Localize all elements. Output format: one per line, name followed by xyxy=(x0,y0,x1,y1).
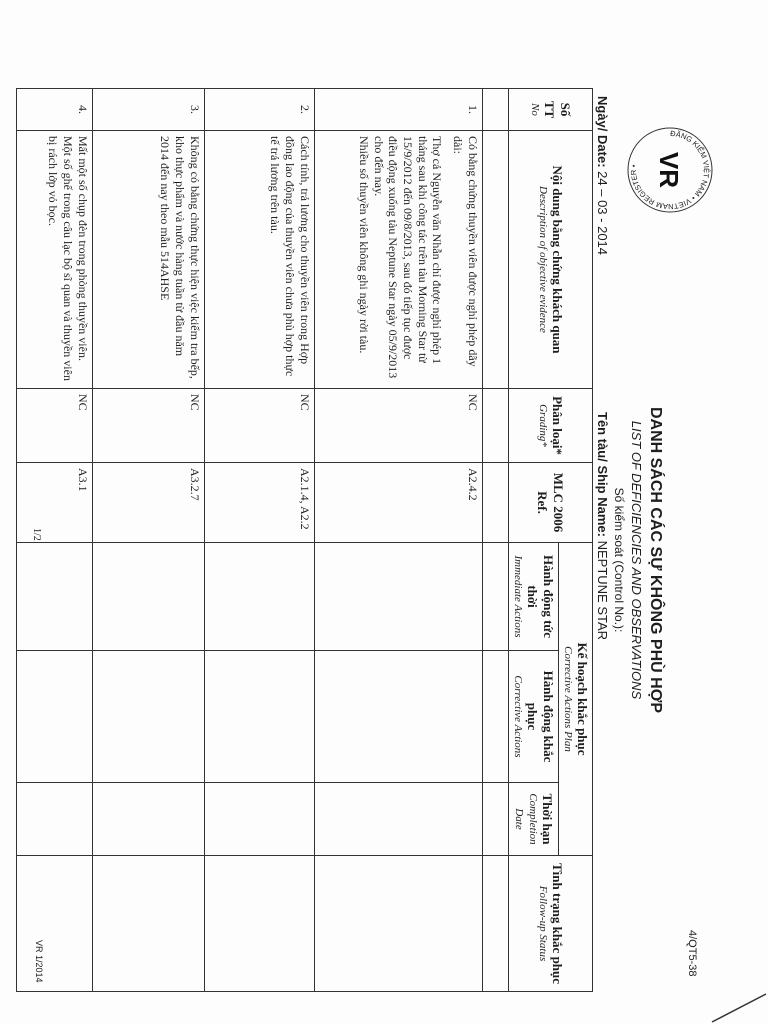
row-number: 4. xyxy=(16,89,92,131)
col-header-no: Số TT No xyxy=(508,89,592,131)
grading-cell: NC xyxy=(204,389,314,463)
evidence-text: Mất một số chụp đèn trong phòng thuyền viên. xyxy=(75,136,90,361)
table-row xyxy=(204,89,314,992)
col-header-ref: MLC 2006 Ref. xyxy=(508,463,592,543)
evidence-text: Thợ cả Nguyễn văn Nhẫn chỉ được nghỉ phép 1 tháng sau khi công tác trên tàu Morning Star từ 15/9/2012 đến 09/8/2013, sau đó tiếp tục được điều động xuống tàu Neptune Star ngày 05/9/2013 cho đến nay. xyxy=(371,136,445,379)
table-row-spacer xyxy=(482,89,508,992)
completion-date-cell xyxy=(16,783,92,856)
immediate-actions-cell xyxy=(92,543,204,651)
ref-cell: A3.2.7 xyxy=(92,463,204,543)
immediate-actions-cell xyxy=(204,543,314,651)
date-label: Ngày/ Date: xyxy=(595,96,610,168)
row-number: 1. xyxy=(314,89,482,131)
ref-cell: A3.1 xyxy=(16,463,92,543)
ref-cell: A2.4.2 xyxy=(314,463,482,543)
evidence-text: Không có bằng chứng thực hiện việc kiểm tra bếp, kho thực phẩm và nước hàng tuần từ đầu năm 2014 đến nay theo mẫu 514AHSE xyxy=(158,136,202,379)
corrective-actions-cell xyxy=(204,651,314,783)
evidence-text: Nhiều số thuyền viên không ghi ngày rời tàu. xyxy=(357,136,372,354)
evidence-text: Cách tính, trả lương cho thuyền viên trong Hợp đồng lao động của thuyền viên chưa phù hợp thực tế trả lương trên tàu. xyxy=(268,136,312,377)
evidence-cell xyxy=(16,131,92,389)
evidence-text: Có bằng chứng thuyền viên được nghỉ phép dãy dài: xyxy=(450,136,480,367)
col-header-immediate: Hành động tức thời Immediate Actions xyxy=(508,543,558,651)
form-code: 4/QT5-38 xyxy=(686,930,698,977)
table-row xyxy=(92,89,204,992)
document-subtitle: LIST OF DEFICIENCIES AND OBSERVATIONS xyxy=(629,420,644,700)
ship-label: Tên tàu/ Ship Name: xyxy=(595,412,610,537)
completion-date-cell xyxy=(92,783,204,856)
deficiency-table xyxy=(16,88,593,992)
ref-cell: A2.1.4, A2.2 xyxy=(204,463,314,543)
corner-stroke-mark xyxy=(708,992,768,1024)
ship-line xyxy=(595,412,610,640)
col-header-corrective: Hành động khắc phục Corrective Actions xyxy=(508,651,558,783)
table-row xyxy=(16,89,92,992)
ship-name: NEPTUNE STAR xyxy=(595,540,610,641)
grading-cell: NC xyxy=(92,389,204,463)
follow-up-status-cell xyxy=(92,856,204,992)
date-value: 24 – 03 - 2014 xyxy=(595,171,610,256)
completion-date-cell xyxy=(204,783,314,856)
evidence-cell xyxy=(314,131,482,389)
control-number-label: Số kiểm soát (Control No.): xyxy=(612,487,626,633)
document-title: DANH SÁCH CÁC SỰ KHÔNG PHÙ HỢP xyxy=(647,406,664,714)
corrective-actions-cell xyxy=(314,651,482,783)
col-header-deadline: Thời hạn Completion Date xyxy=(508,783,558,856)
col-header-evidence: Nội dung bằng chứng khách quan Description of objective evidence xyxy=(508,131,592,389)
immediate-actions-cell xyxy=(16,543,92,651)
evidence-text: Một số ghế trong câu lạc bộ sĩ quan và thuyền viên bị rách lớp vỏ bọc. xyxy=(46,136,75,381)
row-number: 2. xyxy=(204,89,314,131)
follow-up-status-cell xyxy=(314,856,482,992)
date-line xyxy=(595,96,610,255)
evidence-cell xyxy=(204,131,314,389)
col-header-grading: Phân loại* Grading* xyxy=(508,389,592,463)
table-row xyxy=(314,89,482,992)
corrective-actions-cell xyxy=(16,651,92,783)
immediate-actions-cell xyxy=(314,543,482,651)
corrective-actions-cell xyxy=(92,651,204,783)
completion-date-cell xyxy=(314,783,482,856)
grading-cell: NC xyxy=(16,389,92,463)
vietnam-register-logo xyxy=(620,120,720,220)
col-header-status: Tình trạng khắc phục Follow-up Status xyxy=(508,856,592,992)
evidence-cell xyxy=(92,131,204,389)
row-number: 3. xyxy=(92,89,204,131)
logo-letters: VR xyxy=(654,151,684,189)
footer-code: VR 1/2014 xyxy=(34,940,44,983)
follow-up-status-cell xyxy=(204,856,314,992)
follow-up-status-cell xyxy=(16,856,92,992)
page-number: 1/2 xyxy=(31,528,42,541)
header-row-1 xyxy=(558,89,592,992)
logo-ring-text: ĐĂNG KIỂM VIỆT NAM • VIETNAM REGISTER • xyxy=(628,128,712,212)
grading-cell: NC xyxy=(314,389,482,463)
col-header-plan: Kế hoạch khắc phục Corrective Actions Plan xyxy=(558,543,592,856)
